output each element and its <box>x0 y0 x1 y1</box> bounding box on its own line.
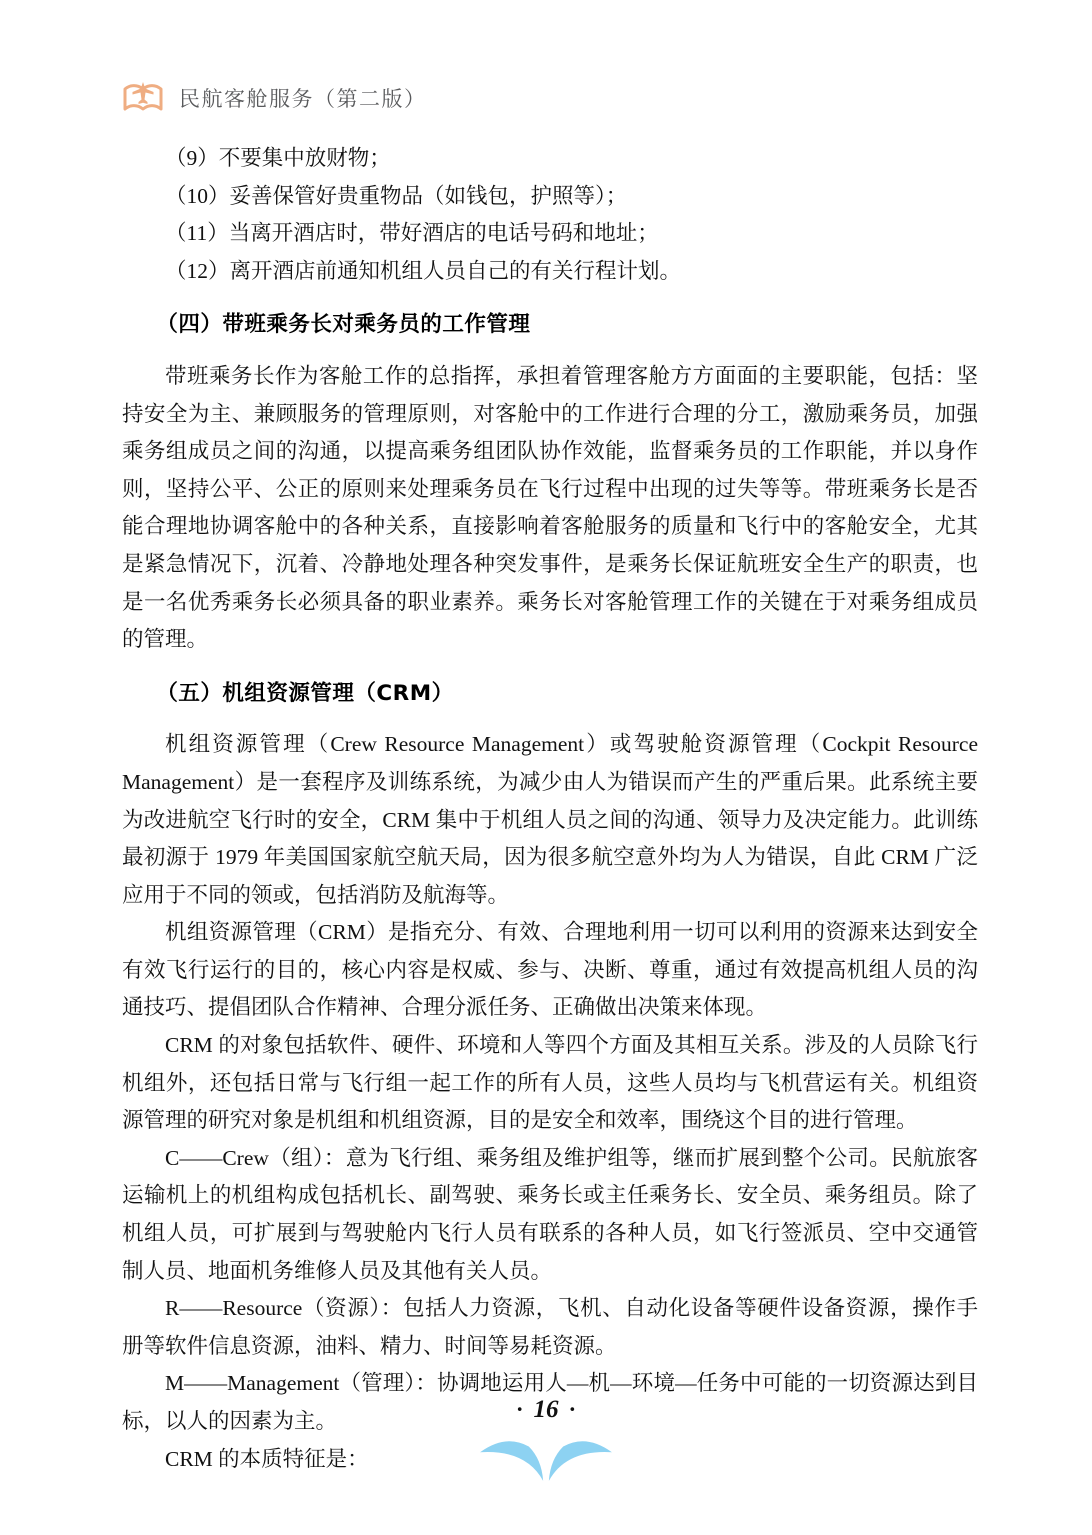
left-wing <box>480 1441 543 1481</box>
section-heading-4: （四）带班乘务长对乘务员的工作管理 <box>156 312 531 338</box>
paragraph: CRM 的对象包括软件、硬件、环境和人等四个方面及其相互关系。涉及的人员除飞行机组外，还包括日常与飞行组一起工作的所有人员，这些人员均与飞机营运有关。机组资源管理的研究对象是机组和机组资源，目的是安全和效率，围绕这个目的进行管理。 <box>122 1033 978 1133</box>
list-item-12: （12）离开酒店前通知机组人员自己的有关行程计划。 <box>165 258 682 283</box>
paragraph: 带班乘务长作为客舱工作的总指挥，承担着管理客舱方方面面的主要职能，包括：坚持安全为主、兼顾服务的管理原则，对客舱中的工作进行合理的分工，激励乘务员，加强乘务组成员之间的沟通，以提高乘务组团队协作效能，监督乘务员的工作职能，并以身作则，坚持公平、公正的原则来处理乘务员在飞行过程中出现的过失等等。带班乘务长是否能合理地协调客舱中的各种关系，直接影响着客舱服务的质量和飞行中的客舱安全，尤其是紧急情况下，沉着、冷静地处理各种突发事件，是乘务长保证航班安全生产的职责，也是一名优秀乘务长必须具备的职业素养。乘务长对客舱管理工作的关键在于对乘务组成员的管理。 <box>122 363 978 652</box>
paragraph: 机组资源管理（Crew Resource Management）或驾驶舱资源管理（Cockpit Resource Management）是一套程序及训练系统，为减少由人为错误而产生的严重后果。此系统主要为改进航空飞行时的安全，CRM 集中于机组人员之间的沟通、领导力及决定能力。此训练最初源于 1979 年美国国家航空航天局，因为很多航空意外均为人为错误，自此 CRM 广泛应用于不同的领或，包括消防及航海等。 <box>122 732 978 907</box>
page-number-dot-right: · <box>568 1397 577 1422</box>
paragraph: C——Crew（组）：意为飞行组、乘务组及维护组等，继而扩展到整个公司。民航旅客运输机上的机组构成包括机长、副驾驶、乘务长或主任乘务长、安全员、乘务组员。除了机组人员，可扩展到与驾驶舱内飞行人员有联系的各种人员，如飞行签派员、空中交通管制人员、地面机务维修人员及其他有关人员。 <box>122 1145 978 1283</box>
paragraph: R——Resource（资源）：包括人力资源，飞机、自动化设备等硬件设备资源，操作手册等软件信息资源，油料、精力、时间等易耗资源。 <box>122 1296 978 1358</box>
paragraph: M——Management（管理）：协调地运用人—机—环境—任务中可能的一切资源达到目标，以人的因素为主。 <box>122 1371 978 1433</box>
page-number-dot-left: · <box>515 1397 524 1422</box>
page-header <box>122 78 427 118</box>
list-item-10: （10）妥善保管好贵重物品（如钱包，护照等）； <box>165 183 628 208</box>
page-number-value: 16 <box>533 1396 559 1423</box>
list-item-11: （11）当离开酒店时，带好酒店的电话号码和地址； <box>165 221 659 246</box>
page-number <box>0 1396 1092 1424</box>
list-item-9: （9）不要集中放财物； <box>165 146 391 170</box>
book-title: 民航客舱服务（第二版） <box>179 87 427 111</box>
paragraph: CRM 的本质特征是： <box>165 1446 369 1471</box>
section-heading-5: （五）机组资源管理（CRM） <box>156 680 454 706</box>
book-airplane-logo-icon <box>122 78 164 118</box>
paragraph: 机组资源管理（CRM）是指充分、有效、合理地利用一切可以利用的资源来达到安全有效飞行运行的目的，核心内容是权威、参与、决断、尊重，通过有效提高机组人员的沟通技巧、提倡团队合作精神、合理分派任务、正确做出决策来体现。 <box>122 920 978 1020</box>
right-wing <box>549 1441 612 1481</box>
page-content <box>122 140 978 1478</box>
wings-decoration-icon <box>460 1432 632 1484</box>
